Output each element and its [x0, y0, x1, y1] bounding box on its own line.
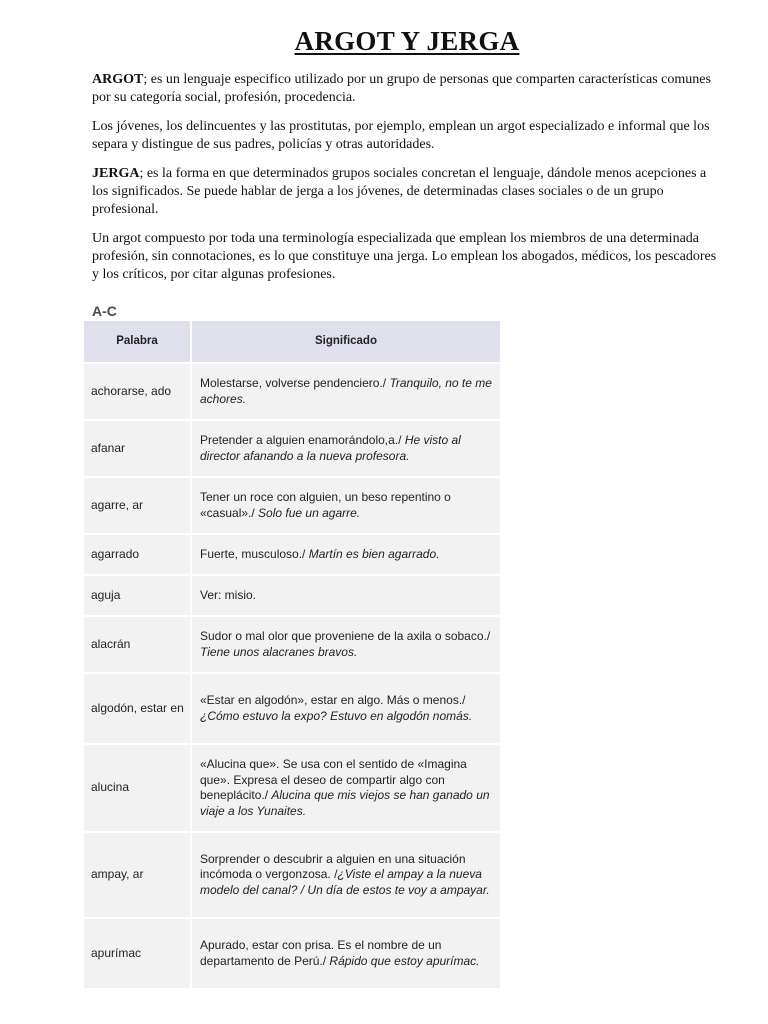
header-word: Palabra — [84, 321, 191, 363]
cell-word: algodón, estar en — [84, 673, 191, 744]
cell-meaning — [191, 420, 500, 477]
example-text: ¿Viste el ampay a la nueva modelo del canal? / Un día de estos te voy a ampayar. — [200, 867, 490, 897]
definition-text: Tener un roce con alguien, un beso repentino o «casual»./ — [200, 490, 451, 520]
cell-meaning — [191, 673, 500, 744]
cell-word: apurímac — [84, 918, 191, 989]
definition-text: Pretender a alguien enamorándolo,a./ — [200, 433, 405, 447]
example-text: Tranquilo, no te me achores. — [200, 376, 492, 406]
intro-text — [92, 71, 724, 295]
cell-meaning — [191, 832, 500, 918]
header-meaning: Significado — [191, 321, 500, 363]
definition-text: «Estar en algodón», estar en algo. Más o menos./ — [200, 693, 466, 707]
definition-text: Fuerte, musculoso./ — [200, 546, 309, 561]
definition-text: Sudor o mal olor que proveniene de la axila o sobaco./ — [200, 629, 491, 643]
example-text: Rápido que estoy apurímac. — [329, 953, 480, 968]
cell-meaning — [191, 918, 500, 989]
term-jerga: JERGA — [92, 166, 140, 181]
table-row — [84, 534, 500, 575]
cell-word: agarre, ar — [84, 477, 191, 534]
cell-meaning — [191, 575, 500, 616]
example-text: ¿Cómo estuvo la expo? Estuvo en algodón nomás. — [200, 708, 473, 723]
glossary-body — [84, 363, 500, 989]
cell-meaning — [191, 363, 500, 420]
table-row — [84, 477, 500, 534]
cell-word: alucina — [84, 744, 191, 832]
table-row — [84, 420, 500, 477]
cell-word: ampay, ar — [84, 832, 191, 918]
paragraph-jerga-text: ; es la forma en que determinados grupos sociales concretan el lenguaje, dándole menos acepciones a los significados. Se puede hablar de jerga a los jóvenes, de determinadas clases sociales o de un grupo profesional. — [92, 166, 707, 217]
cell-word: afanar — [84, 420, 191, 477]
cell-word: agarrado — [84, 534, 191, 575]
definition-text: Apurado, estar con prisa. Es el nombre de un departamento de Perú./ — [200, 938, 442, 968]
definition-text: Sorprender o descubrir a alguien en una situación incómoda o vergonzosa. / — [200, 851, 466, 882]
table-header-row — [84, 321, 500, 363]
paragraph-terminologia: Un argot compuesto por toda una terminología especializada que emplean los miembros de una determinada profesión, sin connotaciones, es lo que constituye una jerga. Lo emplean los abogados, médicos, los pescadores y los críticos, por citar algunas profesiones. — [92, 231, 717, 282]
definition-text: Molestarse, volverse pendenciero./ — [200, 376, 390, 390]
example-text: He visto al director afanando a la nueva profesora. — [200, 433, 461, 463]
example-text: Solo fue un agarre. — [258, 505, 361, 520]
cell-meaning — [191, 534, 500, 575]
glossary-table — [84, 321, 500, 990]
paragraph-jerga — [92, 165, 724, 219]
example-text: Martín es bien agarrado. — [308, 546, 440, 561]
table-row — [84, 918, 500, 989]
page-title: ARGOT Y JERGA — [294, 26, 520, 56]
example-text: Tiene unos alacranes bravos. — [200, 644, 358, 659]
table-row — [84, 575, 500, 616]
cell-meaning — [191, 616, 500, 673]
paragraph-argot-text: ; es un lenguaje especifico utilizado por un grupo de personas que comparten características comunes por su categoría social, profesión, procedencia. — [92, 72, 711, 105]
definition-text: Ver: misio. — [200, 587, 257, 602]
paragraph-argot — [92, 71, 724, 107]
table-row — [84, 616, 500, 673]
table-row — [84, 832, 500, 918]
table-row — [84, 363, 500, 420]
cell-meaning — [191, 744, 500, 832]
table-row — [84, 673, 500, 744]
cell-word: aguja — [84, 575, 191, 616]
paragraph-jovenes: Los jóvenes, los delincuentes y las prostitutas, por ejemplo, emplean un argot especializado e informal que los separa y distingue de sus padres, policías y otras autoridades. — [92, 119, 710, 152]
definition-text: «Alucina que». Se usa con el sentido de «Imagina que». Expresa el deseo de compartir algo con beneplácito./ — [200, 757, 467, 802]
term-argot: ARGOT — [92, 72, 144, 87]
example-text: Alucina que mis viejos se han ganado un viaje a los Yunaites. — [200, 788, 490, 818]
cell-word: alacrán — [84, 616, 191, 673]
table-row — [84, 744, 500, 832]
cell-meaning — [191, 477, 500, 534]
cell-word: achorarse, ado — [84, 363, 191, 420]
section-heading: A-C — [92, 303, 117, 319]
